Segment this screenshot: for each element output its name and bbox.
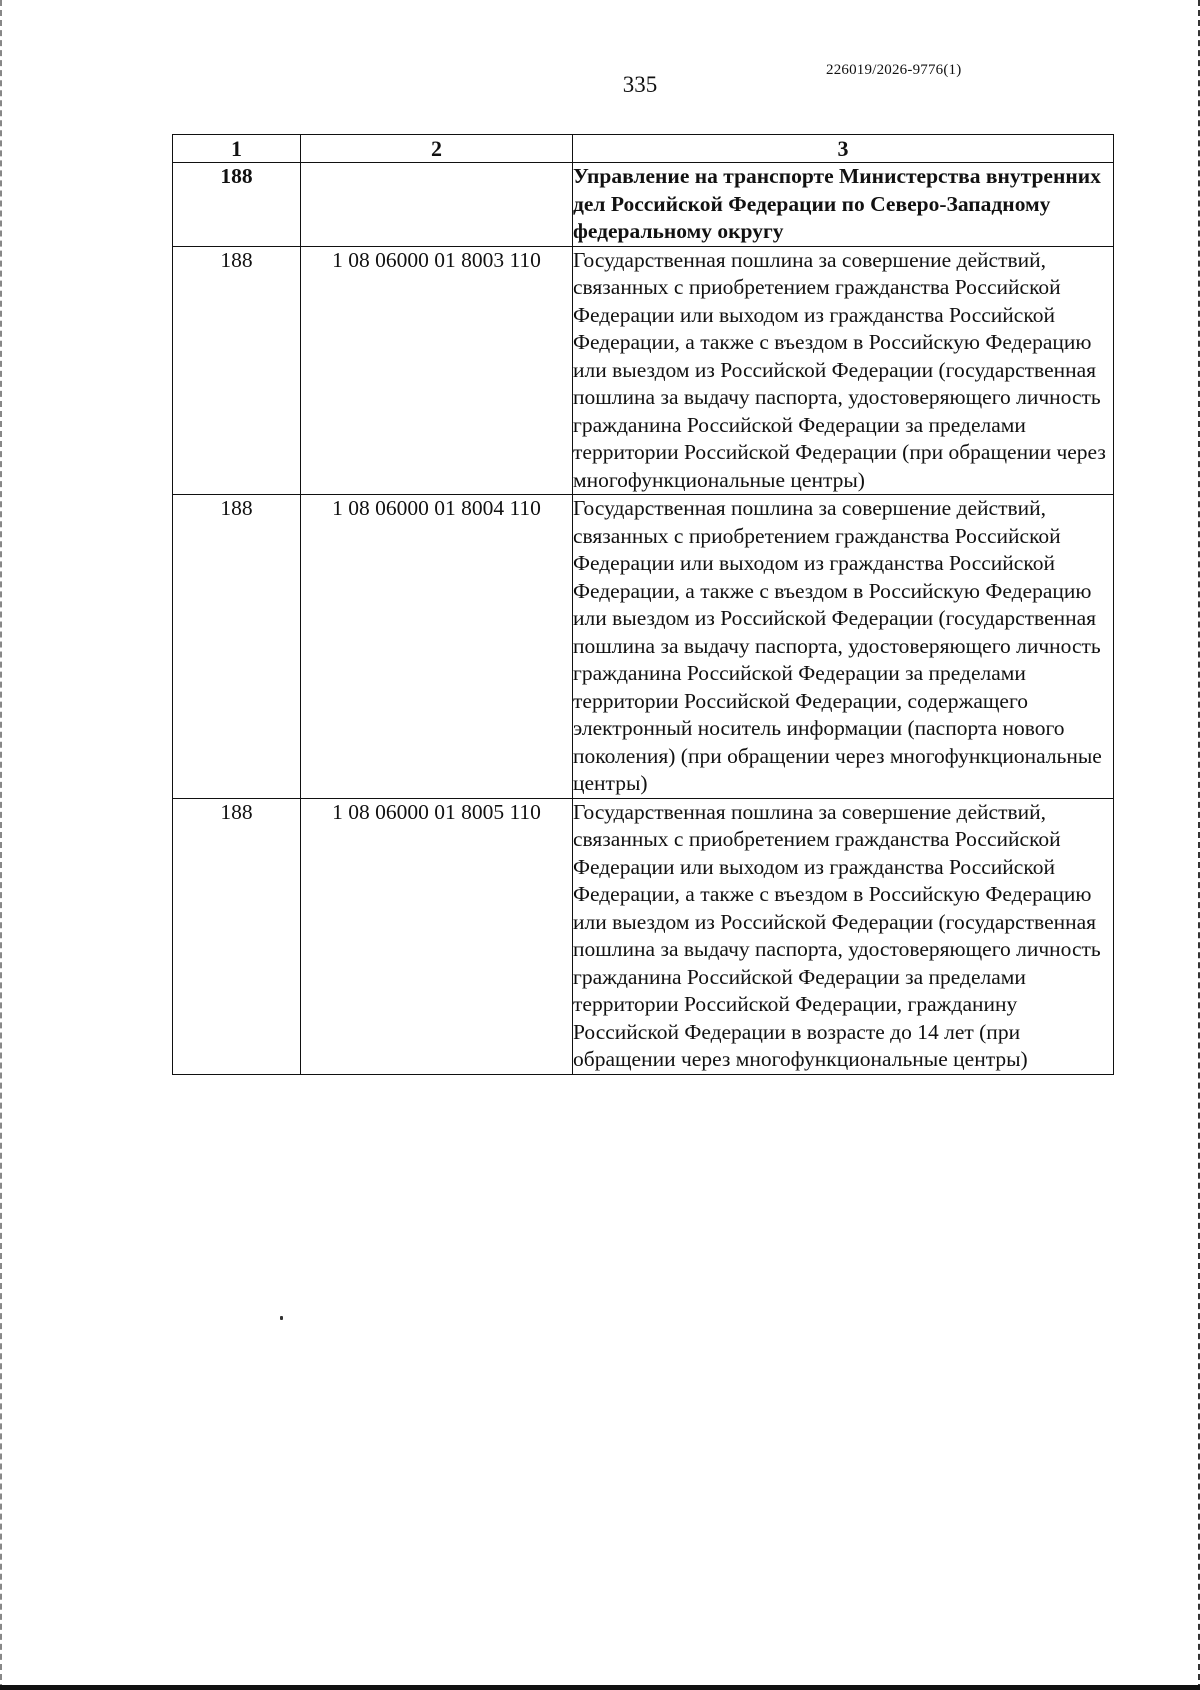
page-number: 335: [622, 72, 658, 97]
table-header-row: [173, 135, 1114, 163]
admin-code-cell: 188: [173, 495, 301, 799]
scan-speck: [280, 1316, 283, 1320]
admin-code-cell: 188: [173, 163, 301, 247]
scan-edge-right: [1194, 0, 1200, 1690]
scan-edge-bottom: [0, 1685, 1200, 1690]
table-row: [173, 246, 1114, 495]
admin-code-cell: 188: [173, 246, 301, 495]
scan-edge-left: [0, 0, 5, 1690]
table-row: [173, 163, 1114, 247]
description-cell: Государственная пошлина за совершение действий, связанных с приобретением гражданства Российской Федерации или выходом из гражданства Российской Федерации, а также с въездом в Российскую Федерацию или выездом из Российской Федерации (государственная пошлина за выдачу паспорта, удостоверяющего личность гражданина Российской Федерации за пределами территории Российской Федерации (при обращении через многофункциональные центры): [573, 246, 1114, 495]
table-row: [173, 495, 1114, 799]
budget-code-cell: 1 08 06000 01 8003 110: [301, 246, 573, 495]
budget-code-table: [172, 134, 1114, 1075]
table-row: [173, 798, 1114, 1074]
document-id: 226019/2026-9776(1): [826, 62, 962, 78]
budget-code-cell: [301, 163, 573, 247]
budget-code-cell: 1 08 06000 01 8005 110: [301, 798, 573, 1074]
description-cell: Государственная пошлина за совершение действий, связанных с приобретением гражданства Российской Федерации или выходом из гражданства Российской Федерации, а также с въездом в Российскую Федерацию или выездом из Российской Федерации (государственная пошлина за выдачу паспорта, удостоверяющего личность гражданина Российской Федерации за пределами территории Российской Федерации, содержащего электронный носитель информации (паспорта нового поколения) (при обращении через многофункциональные центры): [573, 495, 1114, 799]
column-header-1: 1: [173, 135, 301, 163]
description-cell: Государственная пошлина за совершение действий, связанных с приобретением гражданства Российской Федерации или выходом из гражданства Российской Федерации, а также с въездом в Российскую Федерацию или выездом из Российской Федерации (государственная пошлина за выдачу паспорта, удостоверяющего личность гражданина Российской Федерации за пределами территории Российской Федерации, гражданину Российской Федерации в возрасте до 14 лет (при обращении через многофункциональные центры): [573, 798, 1114, 1074]
admin-code-cell: 188: [173, 798, 301, 1074]
budget-code-cell: 1 08 06000 01 8004 110: [301, 495, 573, 799]
description-cell: Управление на транспорте Министерства внутренних дел Российской Федерации по Северо-Западному федеральному округу: [573, 163, 1114, 247]
column-header-2: 2: [301, 135, 573, 163]
column-header-3: 3: [573, 135, 1114, 163]
